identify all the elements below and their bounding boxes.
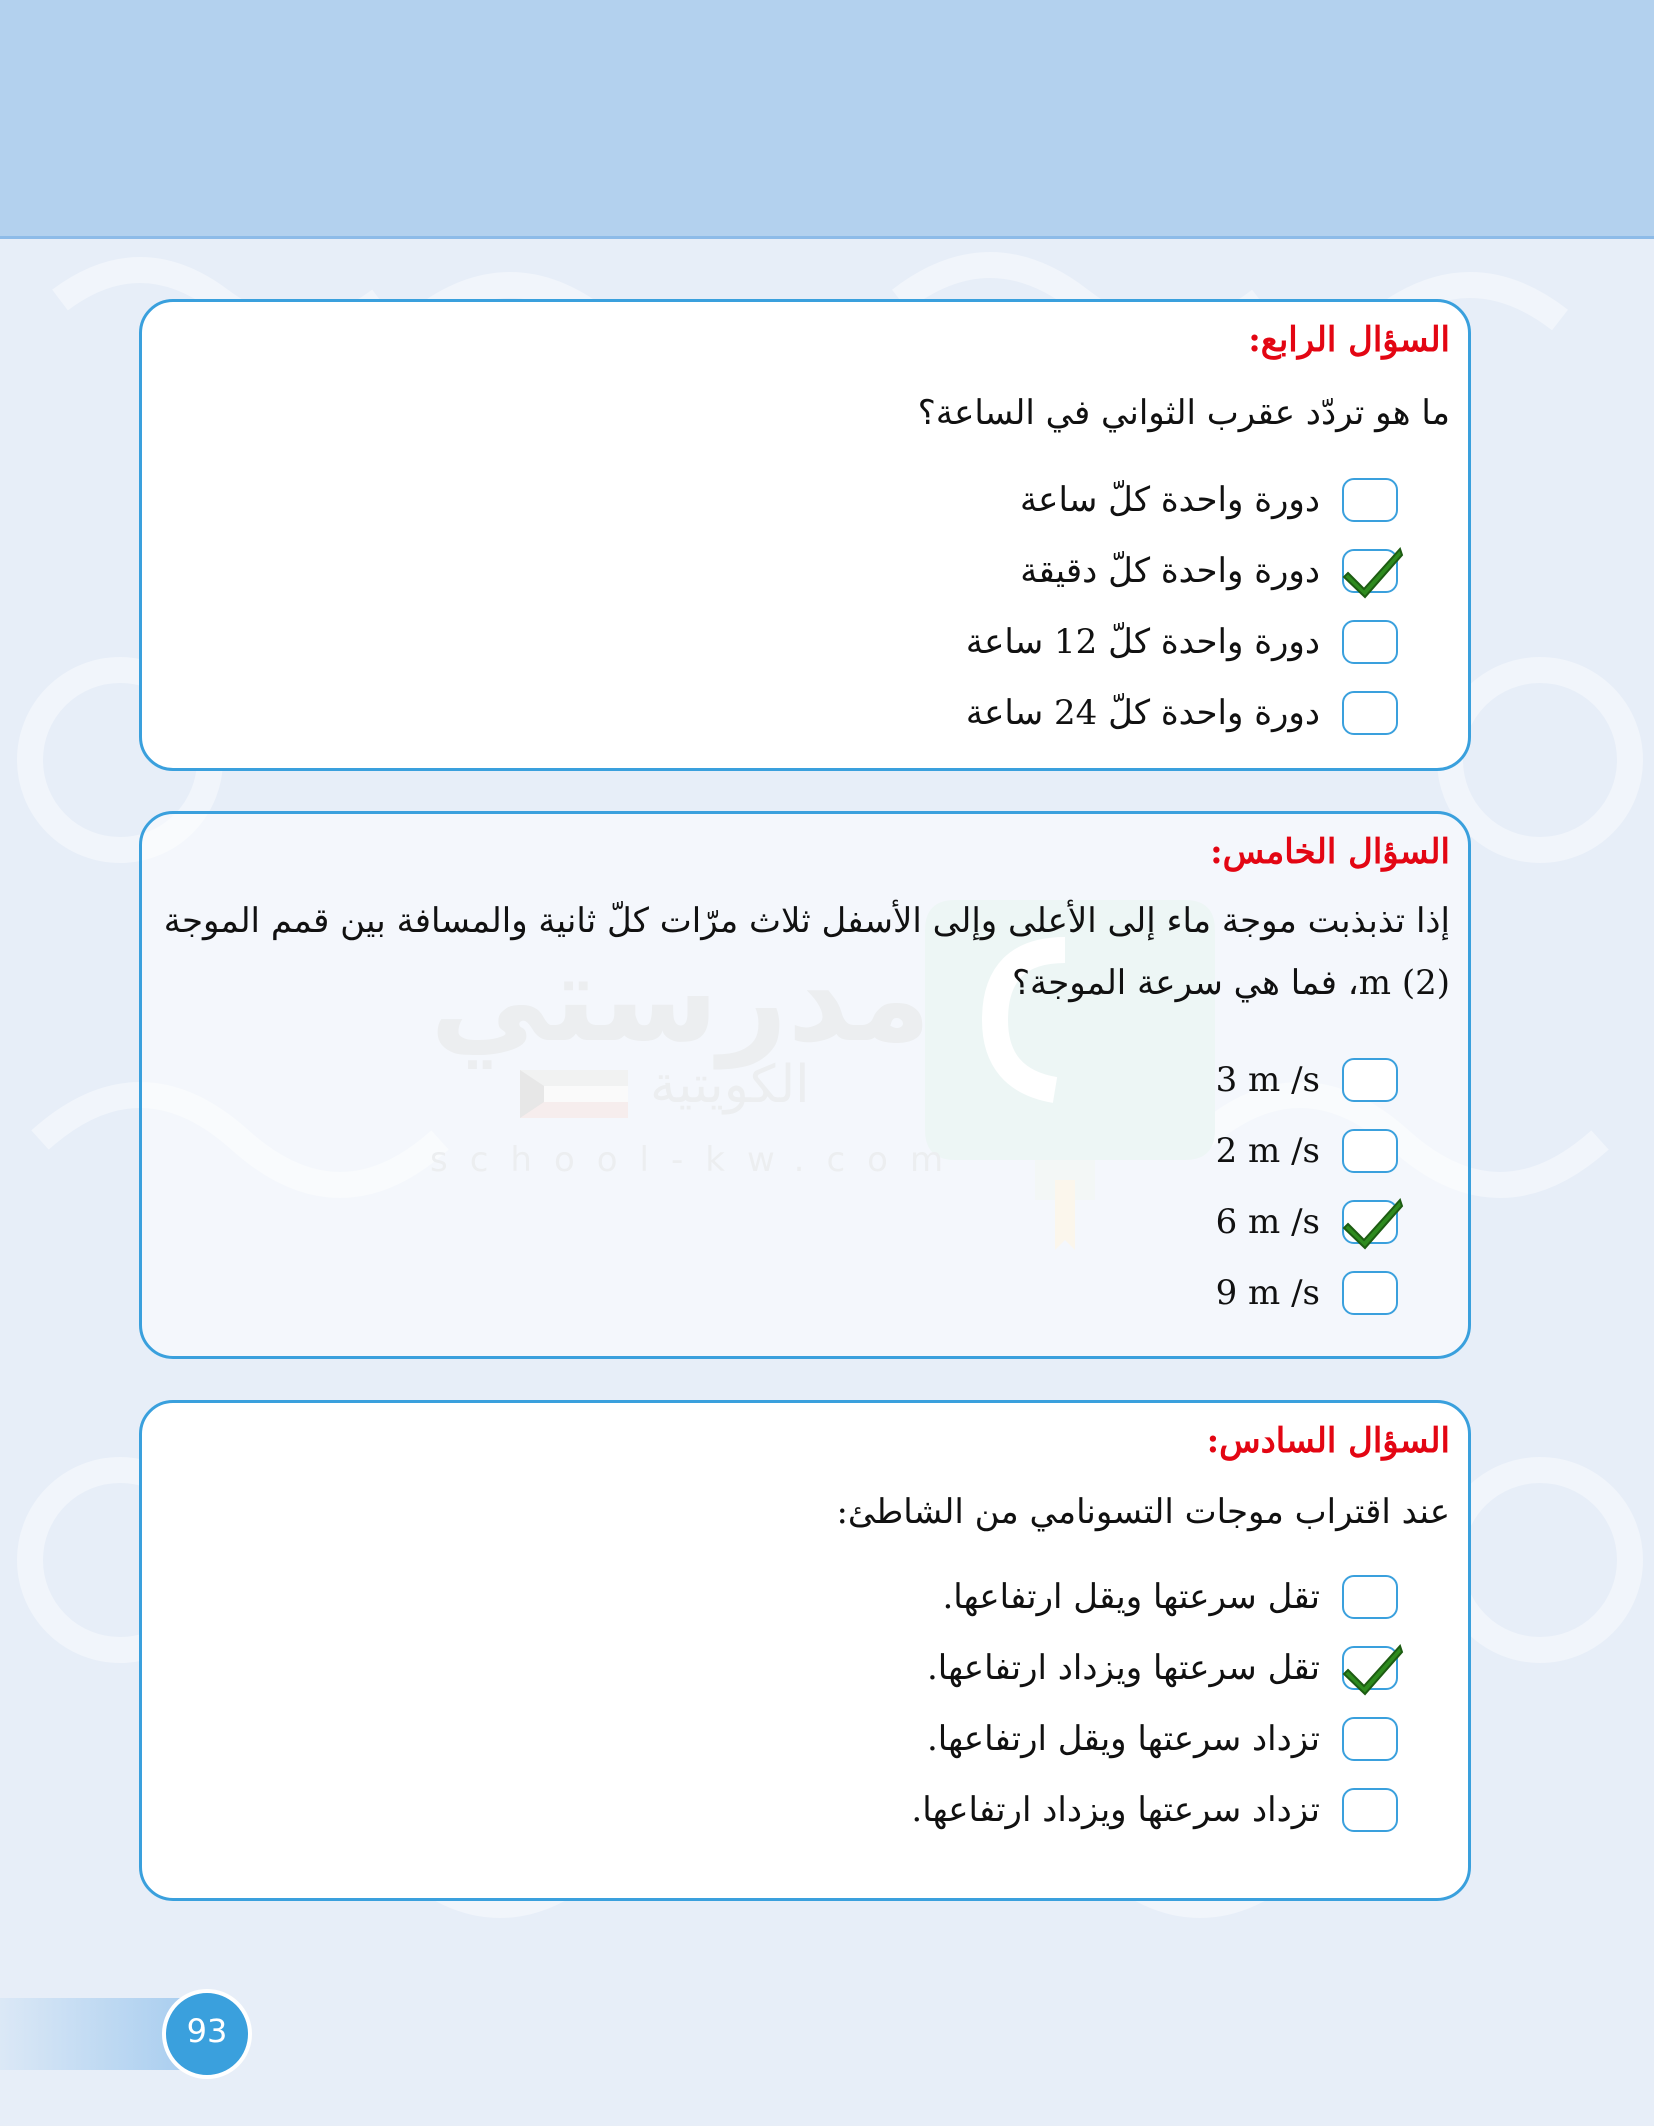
- option-checkbox[interactable]: [1342, 691, 1398, 735]
- question-6-option-4[interactable]: [911, 1774, 1398, 1845]
- option-label: تقل سرعتها ويزداد ارتفاعها.: [926, 1647, 1320, 1688]
- option-label: 9 m /s: [1215, 1272, 1320, 1313]
- question-5-option-3[interactable]: [1216, 1186, 1398, 1257]
- question-5-option-2[interactable]: [1216, 1115, 1398, 1186]
- question-6-option-3[interactable]: [911, 1703, 1398, 1774]
- option-checkbox[interactable]: [1342, 1200, 1398, 1244]
- question-6-options: [911, 1561, 1398, 1845]
- option-label: تزداد سرعتها ويزداد ارتفاعها.: [911, 1789, 1320, 1830]
- option-checkbox[interactable]: [1342, 620, 1398, 664]
- checkmark-icon: [1342, 543, 1404, 599]
- option-label: دورة واحدة كلّ ساعة: [1019, 479, 1320, 520]
- option-checkbox[interactable]: [1342, 549, 1398, 593]
- option-label: 2 m /s: [1215, 1130, 1320, 1171]
- question-6-option-1[interactable]: [911, 1561, 1398, 1632]
- option-checkbox[interactable]: [1342, 1129, 1398, 1173]
- question-5-option-4[interactable]: [1216, 1257, 1398, 1328]
- option-label: دورة واحدة كلّ دقيقة: [1020, 550, 1320, 591]
- question-5-text: إذا تذبذبت موجة ماء إلى الأعلى وإلى الأسفل ثلاث مرّات كلّ ثانية والمسافة بين قمم الموجة (2) m، فما هي سرعة الموجة؟: [163, 901, 1450, 1003]
- header-band: [0, 0, 1654, 239]
- question-card-4: [139, 299, 1471, 771]
- option-label: تقل سرعتها ويقل ارتفاعها.: [942, 1576, 1320, 1617]
- question-5-title: السؤال الخامس:: [1210, 832, 1450, 872]
- option-label: دورة واحدة كلّ 24 ساعة: [965, 692, 1320, 733]
- question-4-text: ما هو تردّد عقرب الثواني في الساعة؟: [917, 393, 1450, 433]
- option-checkbox[interactable]: [1342, 1646, 1398, 1690]
- question-5-option-1[interactable]: [1216, 1044, 1398, 1115]
- checkmark-icon: [1342, 1640, 1404, 1696]
- question-5-options: [1216, 1044, 1398, 1328]
- question-4-option-4[interactable]: [966, 677, 1398, 748]
- question-4-options: [966, 464, 1398, 748]
- question-4-option-1[interactable]: [966, 464, 1398, 535]
- option-label: 3 m /s: [1215, 1059, 1320, 1100]
- checkmark-icon: [1342, 1194, 1404, 1250]
- page-number: 93: [186, 2012, 228, 2050]
- option-checkbox[interactable]: [1342, 1717, 1398, 1761]
- question-6-title: السؤال السادس:: [1206, 1421, 1450, 1461]
- question-card-6: [139, 1400, 1471, 1901]
- option-checkbox[interactable]: [1342, 478, 1398, 522]
- option-label: تزداد سرعتها ويقل ارتفاعها.: [926, 1718, 1320, 1759]
- option-checkbox[interactable]: [1342, 1575, 1398, 1619]
- question-6-text: عند اقتراب موجات التسونامي من الشاطئ:: [836, 1492, 1450, 1532]
- question-card-5: [139, 811, 1471, 1359]
- option-label: دورة واحدة كلّ 12 ساعة: [965, 621, 1320, 662]
- option-checkbox[interactable]: [1342, 1788, 1398, 1832]
- question-4-title: السؤال الرابع:: [1248, 320, 1450, 360]
- option-checkbox[interactable]: [1342, 1058, 1398, 1102]
- option-label: 6 m /s: [1215, 1201, 1320, 1242]
- question-6-option-2[interactable]: [911, 1632, 1398, 1703]
- question-4-option-2[interactable]: [966, 535, 1398, 606]
- question-4-option-3[interactable]: [966, 606, 1398, 677]
- option-checkbox[interactable]: [1342, 1271, 1398, 1315]
